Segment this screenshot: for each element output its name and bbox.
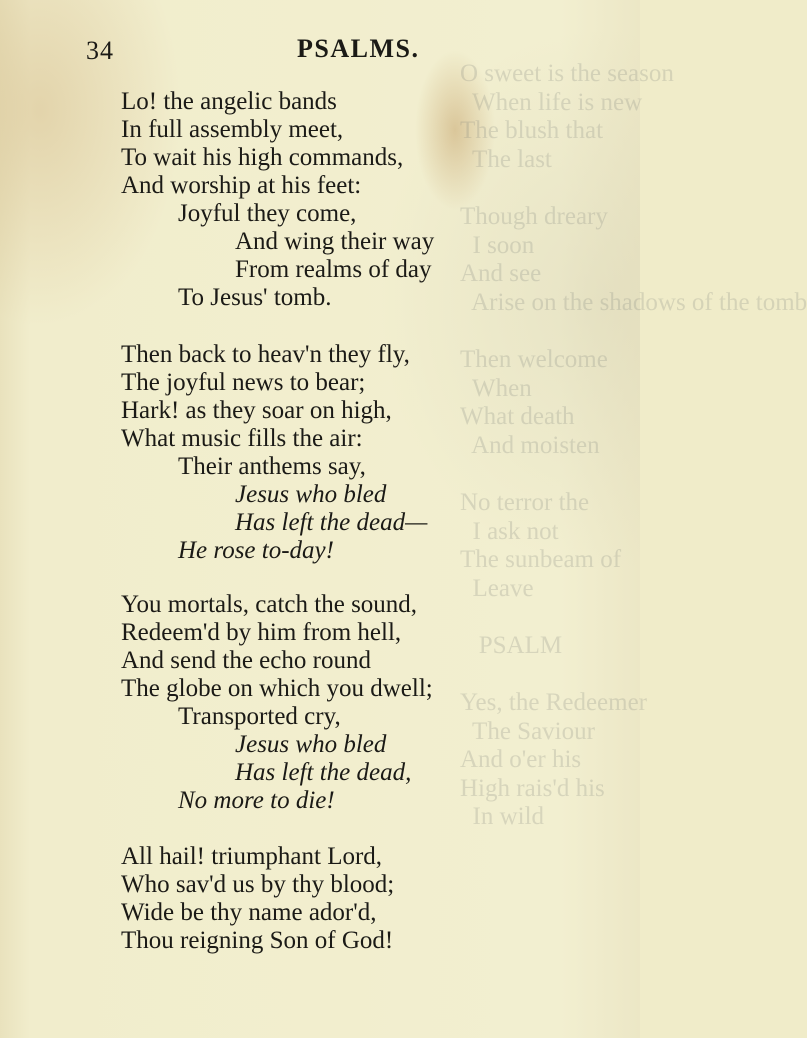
verse-line: And worship at his feet:	[121, 172, 362, 199]
verse-line: Hark! as they soar on high,	[121, 397, 392, 424]
verse-line: The globe on which you dwell;	[121, 675, 433, 702]
verse-line: He rose to-day!	[178, 537, 334, 564]
verse-line: Who sav'd us by thy blood;	[121, 871, 395, 898]
verse-line: And wing their way	[235, 228, 435, 255]
page-header	[0, 30, 640, 70]
verse-line: Joyful they come,	[178, 200, 357, 227]
verse-line: To Jesus' tomb.	[178, 284, 332, 311]
verse-line: Then back to heav'n they fly,	[121, 341, 410, 368]
verse-line: In full assembly meet,	[121, 116, 344, 143]
verse-line: No more to die!	[178, 787, 335, 814]
verse-line: Redeem'd by him from hell,	[121, 619, 402, 646]
verse-line: Jesus who bled	[235, 481, 387, 508]
verse-line: Lo! the angelic bands	[121, 88, 337, 115]
verse-line: Has left the dead,	[235, 759, 412, 786]
verse-line: What music fills the air:	[121, 425, 363, 452]
show-through-text: O sweet is the season When life is new The blush that The last Though dreary I soon And see Arise on the shadows of the tomb Then welcome When What death And moisten No terror the I ask not The sunbeam of Leave PSALM Yes, the Redeemer The Saviour And o'er his High rais'd his In wild	[460, 60, 807, 831]
verse-line: Wide be thy name ador'd,	[121, 899, 377, 926]
verse-line: You mortals, catch the sound,	[121, 591, 418, 618]
running-title: PSALMS.	[297, 34, 420, 63]
page-number: 34	[86, 36, 114, 65]
verse-line: Jesus who bled	[235, 731, 387, 758]
verse-line: And send the echo round	[121, 647, 371, 674]
verse-line: To wait his high commands,	[121, 144, 404, 171]
verse-line: The joyful news to bear;	[121, 369, 366, 396]
verse-line: Transported cry,	[178, 703, 341, 730]
verse-line: Their anthems say,	[178, 453, 366, 480]
verse-line: All hail! triumphant Lord,	[121, 843, 383, 870]
verse-line: From realms of day	[235, 256, 432, 283]
verse-line: Thou reigning Son of God!	[121, 927, 394, 954]
verse-line: Has left the dead—	[235, 509, 428, 536]
